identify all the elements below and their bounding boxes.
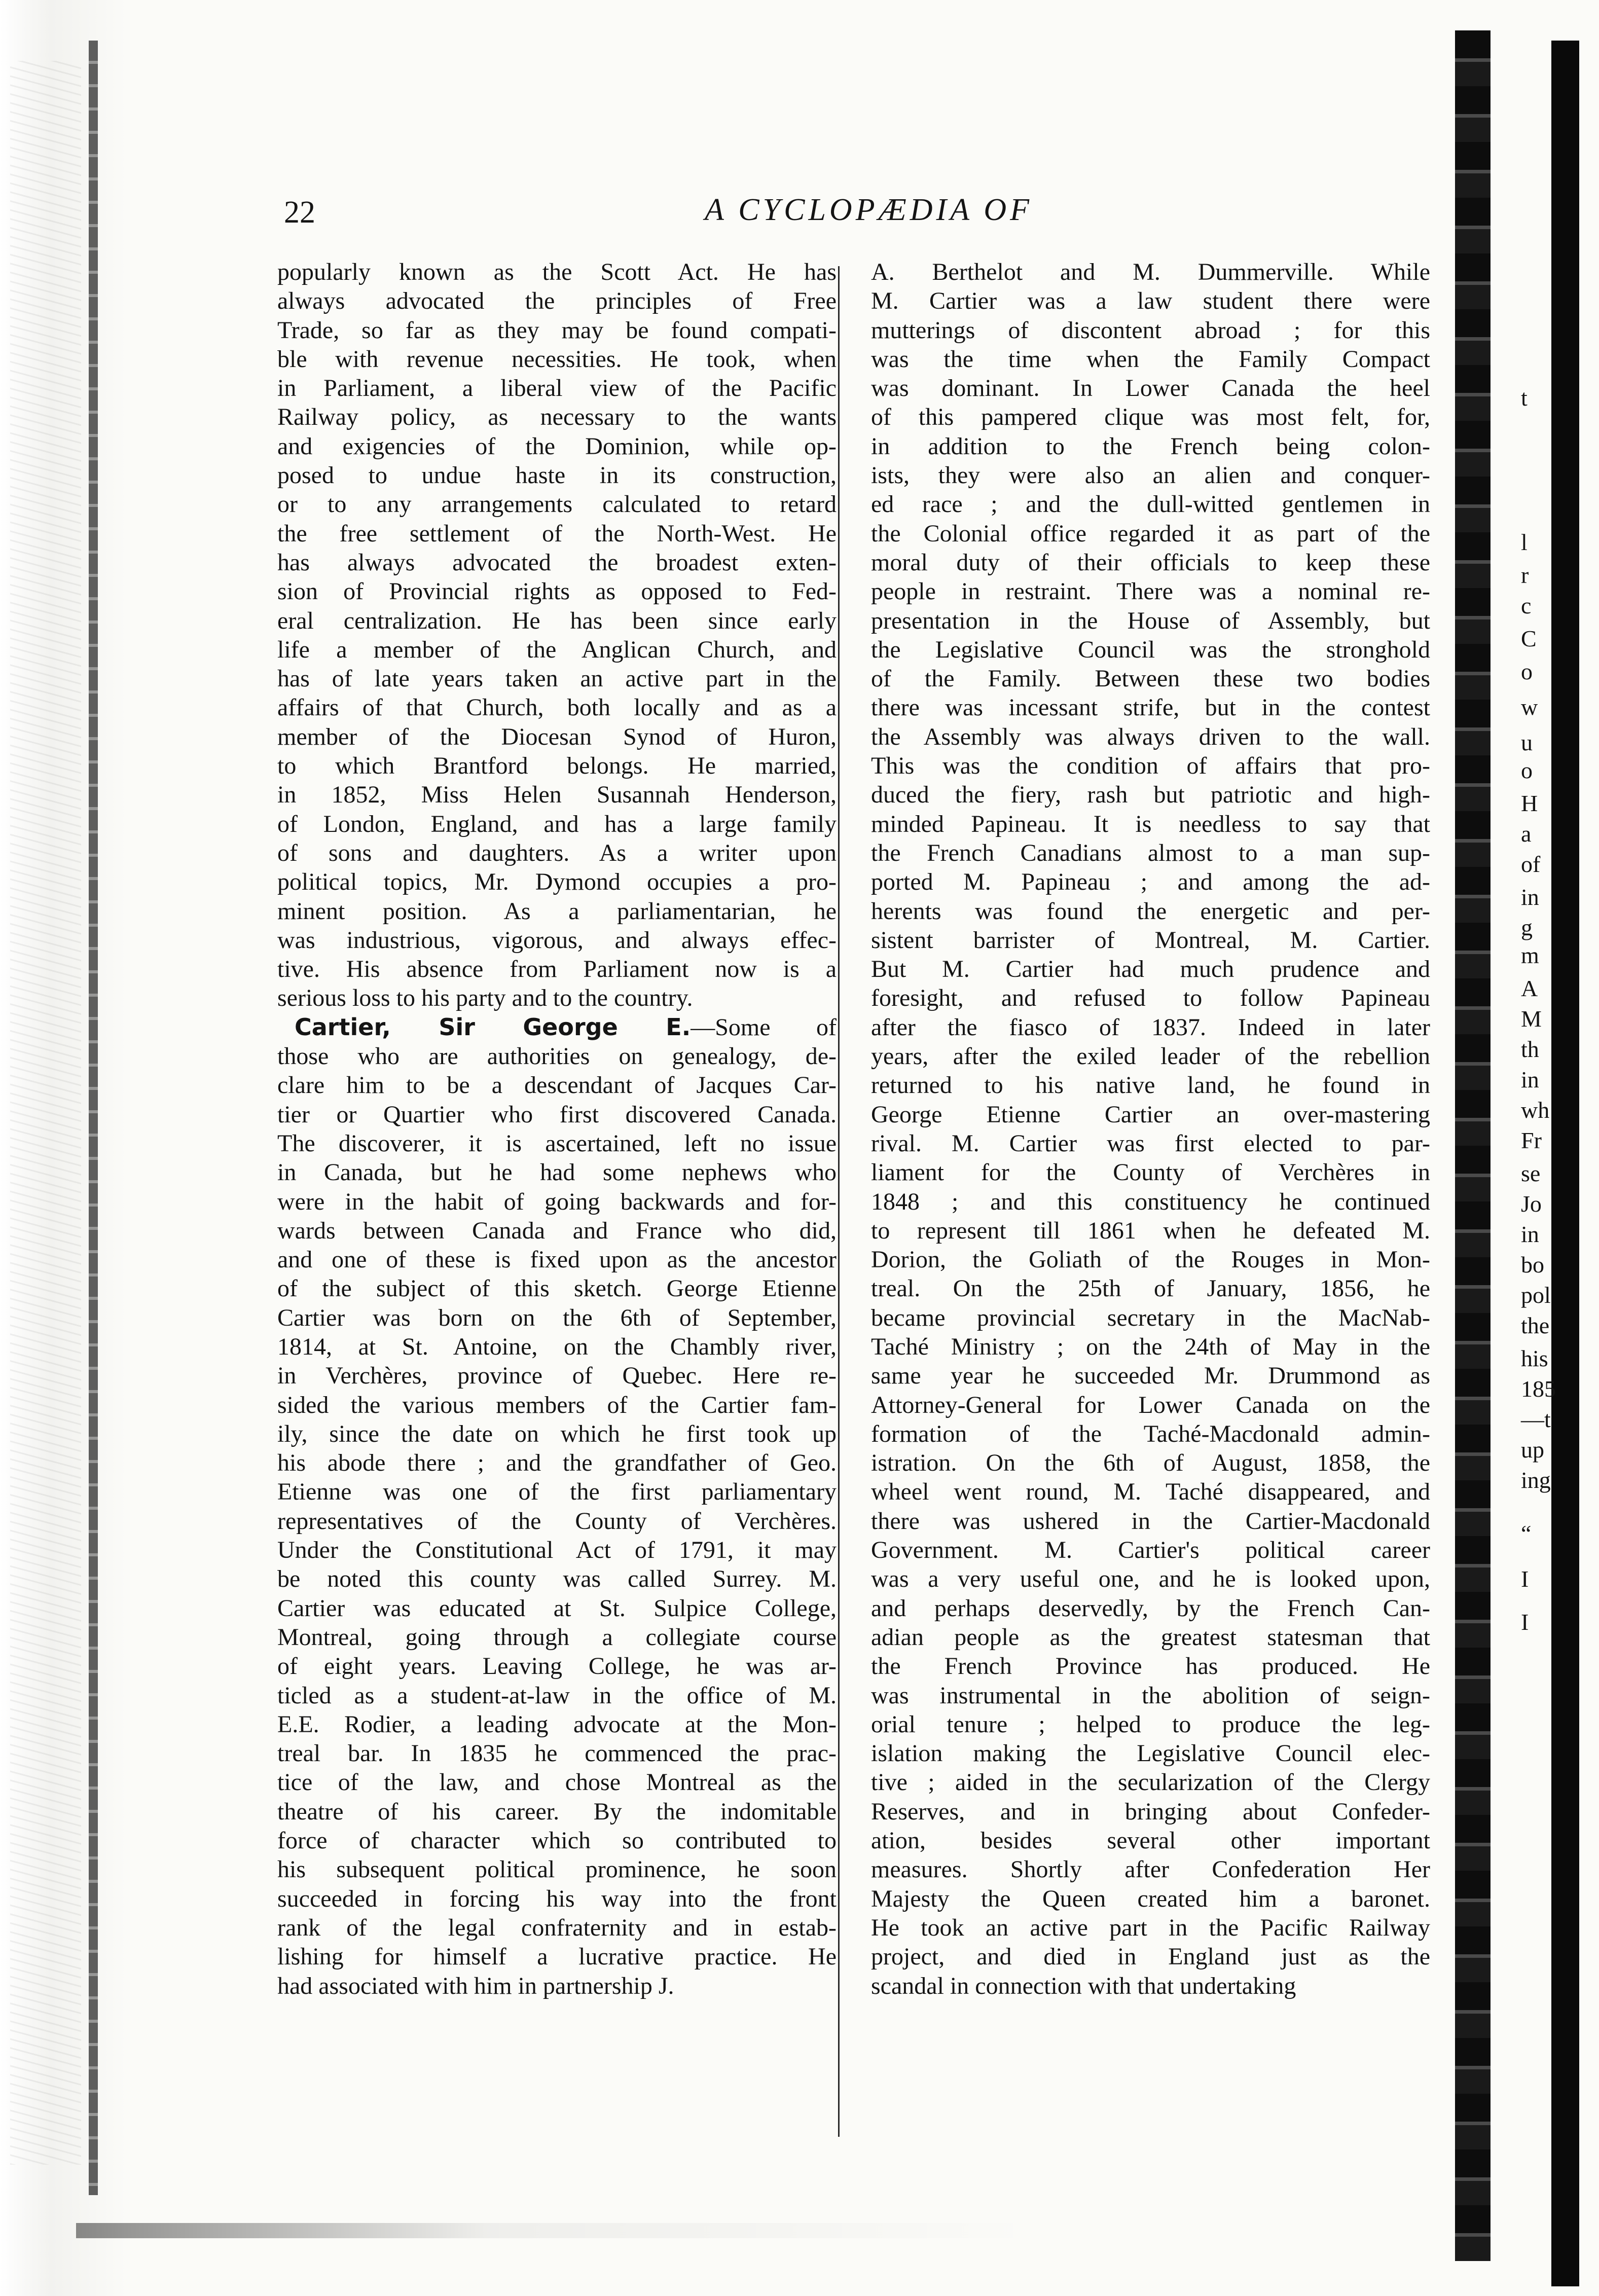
margin-fragment: I bbox=[1521, 1566, 1529, 1592]
margin-fragment: a bbox=[1521, 821, 1532, 847]
margin-fragment: A bbox=[1521, 975, 1538, 1001]
text-line: ticled as a student-at-law in the office of M. bbox=[277, 1682, 837, 1709]
text-line: the Legislative Council was the stronghold bbox=[871, 636, 1430, 663]
text-line: treal. On the 25th of January, 1856, he bbox=[871, 1275, 1430, 1302]
text-line: minded Papineau. It is needless to say that bbox=[871, 810, 1430, 837]
text-line: ists, they were also an alien and conquer- bbox=[871, 462, 1430, 489]
right-column bbox=[871, 258, 1430, 2000]
text-line: same year he succeeded Mr. Drummond as bbox=[871, 1362, 1430, 1390]
margin-fragment: Jo bbox=[1521, 1191, 1542, 1217]
text-line: those who are authorities on genealogy, de- bbox=[277, 1043, 837, 1070]
text-line: minent position. As a parliamentarian, he bbox=[277, 897, 837, 925]
text-line: scandal in connection with that undertaking bbox=[871, 1972, 1296, 1999]
text-line: rival. M. Cartier was first elected to par- bbox=[871, 1129, 1430, 1157]
margin-fragment: r bbox=[1521, 562, 1529, 588]
text-line: was a very useful one, and he is looked upon, bbox=[871, 1565, 1430, 1593]
margin-fragment: g bbox=[1521, 915, 1533, 940]
margin-fragment: 185 bbox=[1521, 1376, 1556, 1402]
margin-fragment: the bbox=[1521, 1313, 1550, 1338]
text-line: M. Cartier was a law student there were bbox=[871, 287, 1430, 315]
text-line: or to any arrangements calculated to retard bbox=[277, 491, 837, 518]
text-line: people in restraint. There was a nominal re- bbox=[871, 578, 1430, 605]
text-line: Trade, so far as they may be found compati- bbox=[277, 316, 837, 344]
text-line: George Etienne Cartier an over-mastering bbox=[871, 1101, 1430, 1128]
margin-fragment: m bbox=[1521, 942, 1539, 968]
text-line: affairs of that Church, both locally and as a bbox=[277, 694, 837, 721]
page-number: 22 bbox=[284, 195, 315, 230]
text-line: of eight years. Leaving College, he was ar- bbox=[277, 1653, 837, 1680]
text-line: there was incessant strife, but in the contest bbox=[871, 694, 1430, 721]
text-line: Railway policy, as necessary to the wants bbox=[277, 404, 837, 431]
text-line: Attorney-General for Lower Canada on the bbox=[871, 1391, 1430, 1418]
text-line: and one of these is fixed upon as the ancestor bbox=[277, 1246, 837, 1273]
text-line: herents was found the energetic and per- bbox=[871, 897, 1430, 925]
text-line: tive ; aided in the secularization of the Clergy bbox=[871, 1769, 1430, 1796]
text-line: Taché Ministry ; on the 24th of May in the bbox=[871, 1333, 1430, 1360]
text-line: ation, besides several other important bbox=[871, 1827, 1430, 1854]
margin-fragment: t bbox=[1521, 385, 1528, 411]
text-line: clare him to be a descendant of Jacques Car- bbox=[277, 1072, 837, 1099]
margin-fragment: H bbox=[1521, 790, 1538, 816]
margin-fragment: of bbox=[1521, 851, 1541, 877]
text-line: mutterings of discontent abroad ; for this bbox=[871, 316, 1430, 344]
text-line: the Assembly was always driven to the wall. bbox=[871, 723, 1430, 750]
text-line: adian people as the greatest statesman that bbox=[871, 1623, 1430, 1651]
margin-fragment: se bbox=[1521, 1160, 1541, 1186]
text-line: of the subject of this sketch. George Etienne bbox=[277, 1275, 837, 1302]
margin-fragment: in bbox=[1521, 1067, 1539, 1092]
text-line: member of the Diocesan Synod of Huron, bbox=[277, 723, 837, 750]
text-line: islation making the Legislative Council elec- bbox=[871, 1740, 1430, 1767]
text-line: ble with revenue necessities. He took, when bbox=[277, 345, 837, 373]
text-line: of this pampered clique was most felt, for, bbox=[871, 404, 1430, 431]
text-line: theatre of his career. By the indomitable bbox=[277, 1798, 837, 1825]
text-line: succeeded in forcing his way into the front bbox=[277, 1885, 837, 1912]
text-line: Etienne was one of the first parliamentary bbox=[277, 1478, 837, 1506]
text-line: Majesty the Queen created him a baronet. bbox=[871, 1885, 1430, 1912]
text-line: ily, since the date on which he first took up bbox=[277, 1420, 837, 1447]
text-line: years, after the exiled leader of the rebellion bbox=[871, 1043, 1430, 1070]
text-line: tier or Quartier who first discovered Canada. bbox=[277, 1101, 837, 1128]
text-line: project, and died in England just as the bbox=[871, 1943, 1430, 1971]
text-line: E.E. Rodier, a leading advocate at the Mon- bbox=[277, 1710, 837, 1738]
margin-fragment: in bbox=[1521, 884, 1539, 910]
text-line: after the fiasco of 1837. Indeed in later bbox=[871, 1013, 1430, 1041]
text-line: was the time when the Family Compact bbox=[871, 345, 1430, 373]
text-line: Under the Constitutional Act of 1791, it may bbox=[277, 1537, 837, 1564]
text-line: moral duty of their officials to keep these bbox=[871, 549, 1430, 576]
text-line: istration. On the 6th of August, 1858, the bbox=[871, 1449, 1430, 1477]
text-line: liament for the County of Verchères in bbox=[871, 1159, 1430, 1186]
margin-fragment: th bbox=[1521, 1036, 1539, 1062]
text-line: be noted this county was called Surrey. M. bbox=[277, 1565, 837, 1593]
text-line: rank of the legal confraternity and in estab- bbox=[277, 1914, 837, 1941]
text-line: Dorion, the Goliath of the Rouges in Mon- bbox=[871, 1246, 1430, 1273]
text-line: 1814, at St. Antoine, on the Chambly river, bbox=[277, 1333, 837, 1360]
text-line: treal bar. In 1835 he commenced the prac- bbox=[277, 1740, 837, 1767]
text-line: tice of the law, and chose Montreal as the bbox=[277, 1769, 837, 1796]
text-line: force of character which so contributed to bbox=[277, 1827, 837, 1854]
text-line: lishing for himself a lucrative practice. He bbox=[277, 1943, 837, 1971]
text-line: of sons and daughters. As a writer upon bbox=[277, 839, 837, 866]
text-line: of the Family. Between these two bodies bbox=[871, 665, 1430, 693]
text-line: This was the condition of affairs that pro- bbox=[871, 752, 1430, 780]
entry-lead-text: —Some of bbox=[691, 1013, 837, 1041]
text-line: Reserves, and in bringing about Confeder- bbox=[871, 1798, 1430, 1825]
text-line: life a member of the Anglican Church, and bbox=[277, 636, 837, 663]
text-line: his abode there ; and the grandfather of Geo. bbox=[277, 1449, 837, 1477]
text-line: to represent till 1861 when he defeated M. bbox=[871, 1217, 1430, 1244]
text-line: ed race ; and the dull-witted gentlemen in bbox=[871, 491, 1430, 518]
text-line: has always advocated the broadest exten- bbox=[277, 549, 837, 576]
text-line: the Colonial office regarded it as part of the bbox=[871, 520, 1430, 547]
margin-fragment: in bbox=[1521, 1221, 1539, 1247]
margin-fragment: u bbox=[1521, 730, 1533, 755]
scan-left-speckle bbox=[10, 61, 81, 2165]
text-line: tive. His absence from Parliament now is a bbox=[277, 956, 837, 983]
text-line: and exigencies of the Dominion, while op- bbox=[277, 432, 837, 460]
text-line: A. Berthelot and M. Dummerville. While bbox=[871, 259, 1430, 285]
text-line: popularly known as the Scott Act. He has bbox=[277, 259, 837, 285]
margin-fragment: o bbox=[1521, 659, 1533, 684]
text-line: there was ushered in the Cartier-Macdonald bbox=[871, 1507, 1430, 1535]
margin-fragment: “ bbox=[1521, 1520, 1532, 1546]
margin-fragment: ing bbox=[1521, 1467, 1551, 1493]
text-line: sided the various members of the Cartier fam- bbox=[277, 1391, 837, 1418]
text-line: in 1852, Miss Helen Susannah Henderson, bbox=[277, 781, 837, 809]
text-line: orial tenure ; helped to produce the leg- bbox=[871, 1710, 1430, 1738]
text-line: sistent barrister of Montreal, M. Cartier. bbox=[871, 926, 1430, 954]
margin-fragment: M bbox=[1521, 1006, 1542, 1032]
text-line: 1848 ; and this constituency he continued bbox=[871, 1188, 1430, 1215]
text-line: Cartier was born on the 6th of September, bbox=[277, 1304, 837, 1331]
text-line: to which Brantford belongs. He married, bbox=[277, 752, 837, 780]
text-line: wheel went round, M. Taché disappeared, and bbox=[871, 1478, 1430, 1506]
scan-right-edge-bar bbox=[1551, 41, 1579, 2286]
text-line: The discoverer, it is ascertained, left no issue bbox=[277, 1129, 837, 1157]
text-line: political topics, Mr. Dymond occupies a pro- bbox=[277, 868, 837, 896]
text-line: were in the habit of going backwards and for- bbox=[277, 1188, 837, 1215]
margin-fragment: l bbox=[1521, 529, 1528, 555]
text-line: has of late years taken an active part in the bbox=[277, 665, 837, 693]
text-line: serious loss to his party and to the country. bbox=[277, 985, 693, 1012]
text-line: the French Canadians almost to a man sup- bbox=[871, 839, 1430, 866]
margin-fragment: wh bbox=[1521, 1097, 1550, 1123]
margin-fragment: bo bbox=[1521, 1252, 1544, 1278]
text-line: in addition to the French being colon- bbox=[871, 432, 1430, 460]
scan-binding-shadow bbox=[89, 41, 98, 2195]
text-line: representatives of the County of Verchères. bbox=[277, 1507, 837, 1535]
text-line: Montreal, going through a collegiate course bbox=[277, 1623, 837, 1651]
text-line: ported M. Papineau ; and among the ad- bbox=[871, 868, 1430, 896]
text-line: wards between Canada and France who did, bbox=[277, 1217, 837, 1244]
text-line: was industrious, vigorous, and always effec- bbox=[277, 926, 837, 954]
text-line: formation of the Taché-Macdonald admin- bbox=[871, 1420, 1430, 1447]
scan-right-gutter-shadow bbox=[1455, 30, 1491, 2261]
text-line: the French Province has produced. He bbox=[871, 1653, 1430, 1680]
text-line: was instrumental in the abolition of seign- bbox=[871, 1682, 1430, 1709]
text-line: duced the fiery, rash but patriotic and high- bbox=[871, 781, 1430, 809]
text-line: posed to undue haste in its construction, bbox=[277, 462, 837, 489]
text-line: of London, England, and has a large family bbox=[277, 810, 837, 837]
entry-headword: Cartier, Sir George E. bbox=[295, 1013, 691, 1041]
margin-fragment: w bbox=[1521, 694, 1538, 720]
running-title: A CYCLOPÆDIA OF bbox=[705, 193, 1033, 227]
text-line: was dominant. In Lower Canada the heel bbox=[871, 375, 1430, 402]
text-line: always advocated the principles of Free bbox=[277, 287, 837, 315]
margin-fragment: pol bbox=[1521, 1282, 1551, 1308]
margin-fragment: his bbox=[1521, 1345, 1548, 1371]
text-line: eral centralization. He has been since early bbox=[277, 607, 837, 634]
margin-fragment: up bbox=[1521, 1437, 1544, 1463]
text-line: in Parliament, a liberal view of the Pacific bbox=[277, 375, 837, 402]
text-line: foresight, and refused to follow Papineau bbox=[871, 985, 1430, 1012]
column-divider bbox=[838, 266, 840, 2137]
text-line: in Canada, but he had some nephews who bbox=[277, 1159, 837, 1186]
text-line: the free settlement of the North-West. He bbox=[277, 520, 837, 547]
text-line: Cartier was educated at St. Sulpice College, bbox=[277, 1594, 837, 1622]
margin-fragment: o bbox=[1521, 757, 1533, 783]
text-line: sion of Provincial rights as opposed to Fed- bbox=[277, 578, 837, 605]
text-line: and perhaps deservedly, by the French Can- bbox=[871, 1594, 1430, 1622]
text-line: returned to his native land, he found in bbox=[871, 1072, 1430, 1099]
margin-fragment: I bbox=[1521, 1609, 1529, 1635]
text-line: became provincial secretary in the MacNab- bbox=[871, 1304, 1430, 1331]
text-line: But M. Cartier had much prudence and bbox=[871, 956, 1430, 983]
text-line: Government. M. Cartier's political career bbox=[871, 1537, 1430, 1564]
margin-fragment: Fr bbox=[1521, 1127, 1542, 1153]
text-line: in Verchères, province of Quebec. Here re- bbox=[277, 1362, 837, 1390]
text-line: measures. Shortly after Confederation Her bbox=[871, 1856, 1430, 1883]
entry-heading-line bbox=[277, 1013, 837, 1042]
text-line: had associated with him in partnership J. bbox=[277, 1972, 674, 1999]
margin-fragment: C bbox=[1521, 626, 1537, 651]
left-column bbox=[277, 258, 837, 2000]
text-line: his subsequent political prominence, he soon bbox=[277, 1856, 837, 1883]
text-line: He took an active part in the Pacific Railway bbox=[871, 1914, 1430, 1941]
margin-fragment: —t bbox=[1521, 1406, 1551, 1432]
margin-fragment: c bbox=[1521, 593, 1532, 618]
scan-bottom-smudge bbox=[76, 2223, 1445, 2238]
text-line: presentation in the House of Assembly, but bbox=[871, 607, 1430, 634]
